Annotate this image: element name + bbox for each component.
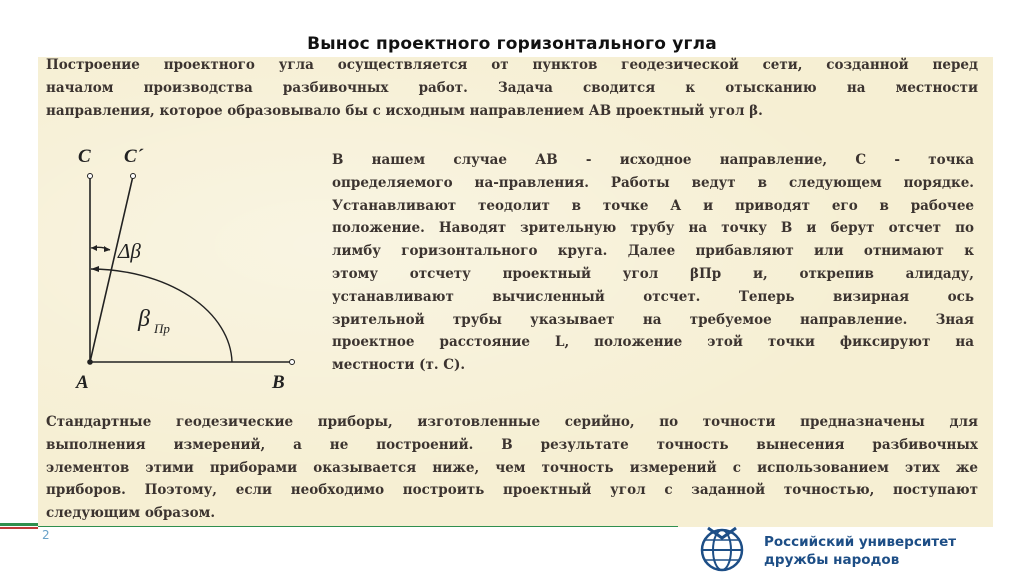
closing-line: Стандартные геодезические приборы, изготовленные серийно, по точности предназначены для [46,414,978,430]
closing-line: следующим образом. [46,505,216,522]
page-number: 2 [42,528,50,542]
point-b [290,360,295,365]
beta-arc [91,269,232,362]
beta-arrow [91,266,99,272]
intro-paragraph [46,54,978,122]
point-a [87,359,93,365]
intro-line: началом производства разбивочных работ. Задача сводится к отысканию на местности [46,79,978,96]
label-c: C [78,146,91,167]
slide-title: Вынос проектного горизонтального угла [307,34,717,54]
closing-line: приборов. Поэтому, если необходимо построить проектный угол с заданной точностью, поступают [46,482,978,499]
delta-arrow-left [91,245,97,251]
university-name [764,533,956,569]
angle-diagram-svg [60,140,310,390]
university-name-line2: дружбы народов [764,552,900,568]
point-c [88,174,93,179]
label-b: B [272,372,285,390]
footer-stripe-red [0,527,38,529]
angle-diagram [60,140,310,390]
closing-line: выполнения измерений, а не построений. В результате точность вынесения разбивочных [46,436,978,453]
procedure-line: Устанавливают теодолит в точке А и приводят его в рабочее [332,197,974,214]
procedure-line: зрительной трубы указывает на требуемое направление. Зная [332,311,974,328]
procedure-line: определяемого на-правления. Работы ведут в следующем порядке. [332,174,974,191]
label-beta-sub: Пр [154,321,170,336]
label-beta: β [138,306,150,332]
procedure-line: этому отсчету проектный угол βПр и, открепив алидаду, [332,265,974,282]
footer-stripe-green [0,523,38,526]
procedure-line: В нашем случае АВ - исходное направление, С - точка [332,152,974,168]
closing-paragraph [46,411,978,525]
procedure-line: устанавливают вычисленный отсчет. Теперь визирная ось [332,288,974,305]
procedure-line: проектное расстояние L, положение этой точки фиксируют на [332,334,974,351]
label-c-prime: C´ [124,146,143,167]
label-delta-beta: Δβ [118,239,141,263]
procedure-line: положение. Наводят зрительную трубу на точку В и берут отсчет по [332,220,974,237]
procedure-line: лимбу горизонтального круга. Далее прибавляют или отнимают к [332,243,974,260]
university-logo-icon [694,524,754,572]
closing-line: элементов этими приборами оказывается ниже, чем точность измерений с использованием этих же [46,459,978,476]
procedure-paragraph [332,149,974,377]
intro-line: Построение проектного угла осуществляется от пунктов геодезической сети, созданной перед [46,57,978,73]
point-c-prime [131,174,136,179]
footer-divider [38,526,678,527]
university-name-line1: Российский университет [764,534,957,550]
procedure-line: местности (т. С). [332,357,466,374]
intro-line: направления, которое образовывало бы с исходным направлением АВ проектный угол β. [46,102,763,119]
label-a: A [76,372,89,390]
